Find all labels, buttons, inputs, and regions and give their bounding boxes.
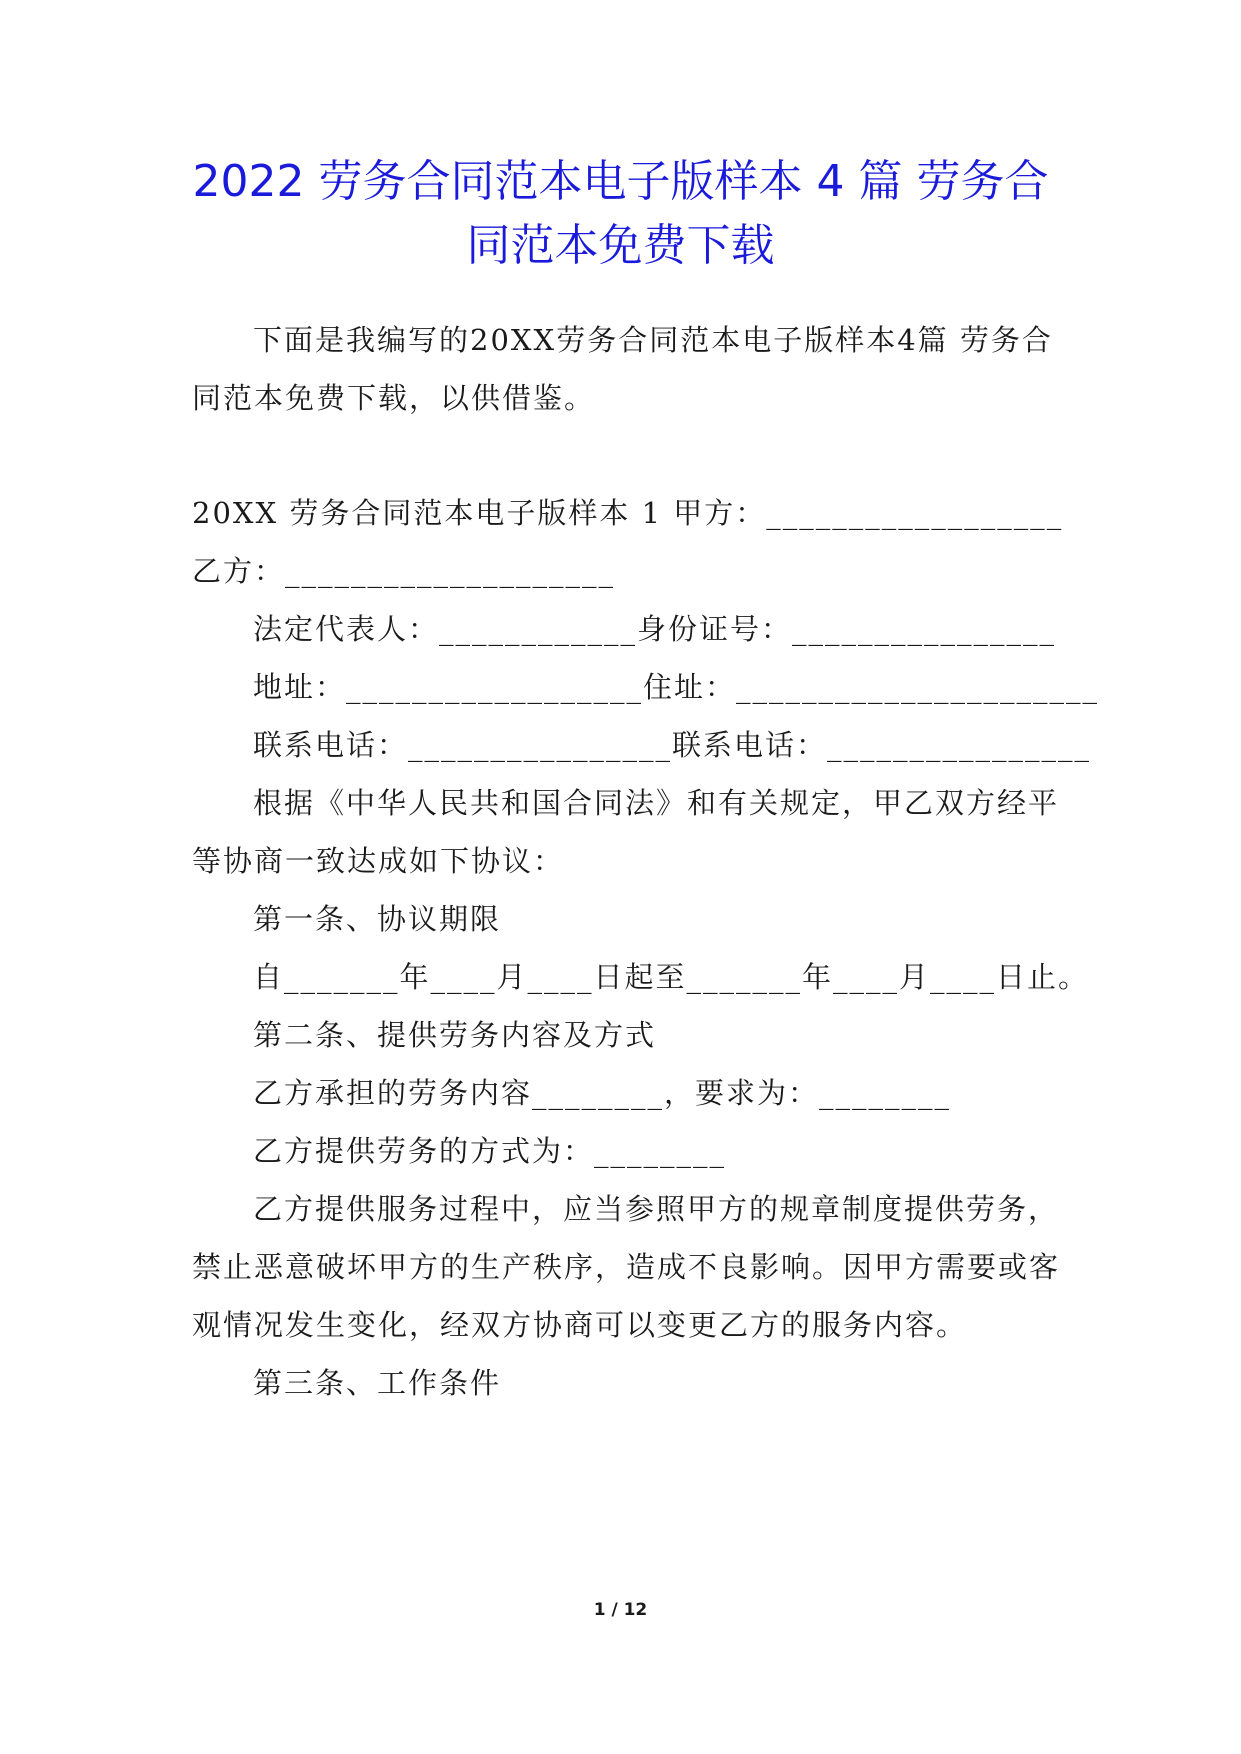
- term-line: 自_______年____月____日起至_______年____月____日止。: [253, 960, 1090, 994]
- article-2-heading: 第二条、提供劳务内容及方式: [253, 1018, 657, 1052]
- basis-line-2: 等协商一致达成如下协议：: [192, 844, 565, 878]
- title-line-2: 同范本免费下载: [466, 220, 775, 271]
- intro-line-1: 下面是我编写的20XX劳务合同范本电子版样本4篇 劳务合: [253, 323, 1053, 357]
- basis-line-1: 根据《中华人民共和国合同法》和有关规定，甲乙双方经平: [253, 786, 1060, 820]
- title-line-1: 2022 劳务合同范本电子版样本 4 篇 劳务合: [192, 156, 1049, 207]
- page-number: 1 / 12: [593, 1600, 648, 1620]
- phone-line: 联系电话：________________联系电话：________________: [253, 728, 1092, 762]
- document-title: [150, 150, 1091, 278]
- party-b-line: 乙方：____________________: [192, 554, 616, 588]
- article-1-heading: 第一条、协议期限: [253, 902, 502, 936]
- sample-heading-party-a: 20XX 劳务合同范本电子版样本 1 甲方：__________________: [192, 496, 1064, 530]
- address-line: 地址：__________________住址：______________________: [253, 670, 1100, 704]
- intro-line-2: 同范本免费下载，以供借鉴。: [192, 381, 596, 415]
- obligation-line-3: 观情况发生变化，经双方协商可以变更乙方的服务内容。: [192, 1308, 968, 1342]
- service-content-line: 乙方承担的劳务内容________，要求为：________: [253, 1076, 952, 1110]
- article-3-heading: 第三条、工作条件: [253, 1366, 502, 1400]
- obligation-line-2: 禁止恶意破坏甲方的生产秩序，造成不良影响。因甲方需要或客: [192, 1250, 1061, 1284]
- obligation-line-1: 乙方提供服务过程中，应当参照甲方的规章制度提供劳务，: [253, 1192, 1060, 1226]
- service-method-line: 乙方提供劳务的方式为：________: [253, 1134, 727, 1168]
- legal-rep-line: 法定代表人：____________身份证号：________________: [253, 612, 1057, 646]
